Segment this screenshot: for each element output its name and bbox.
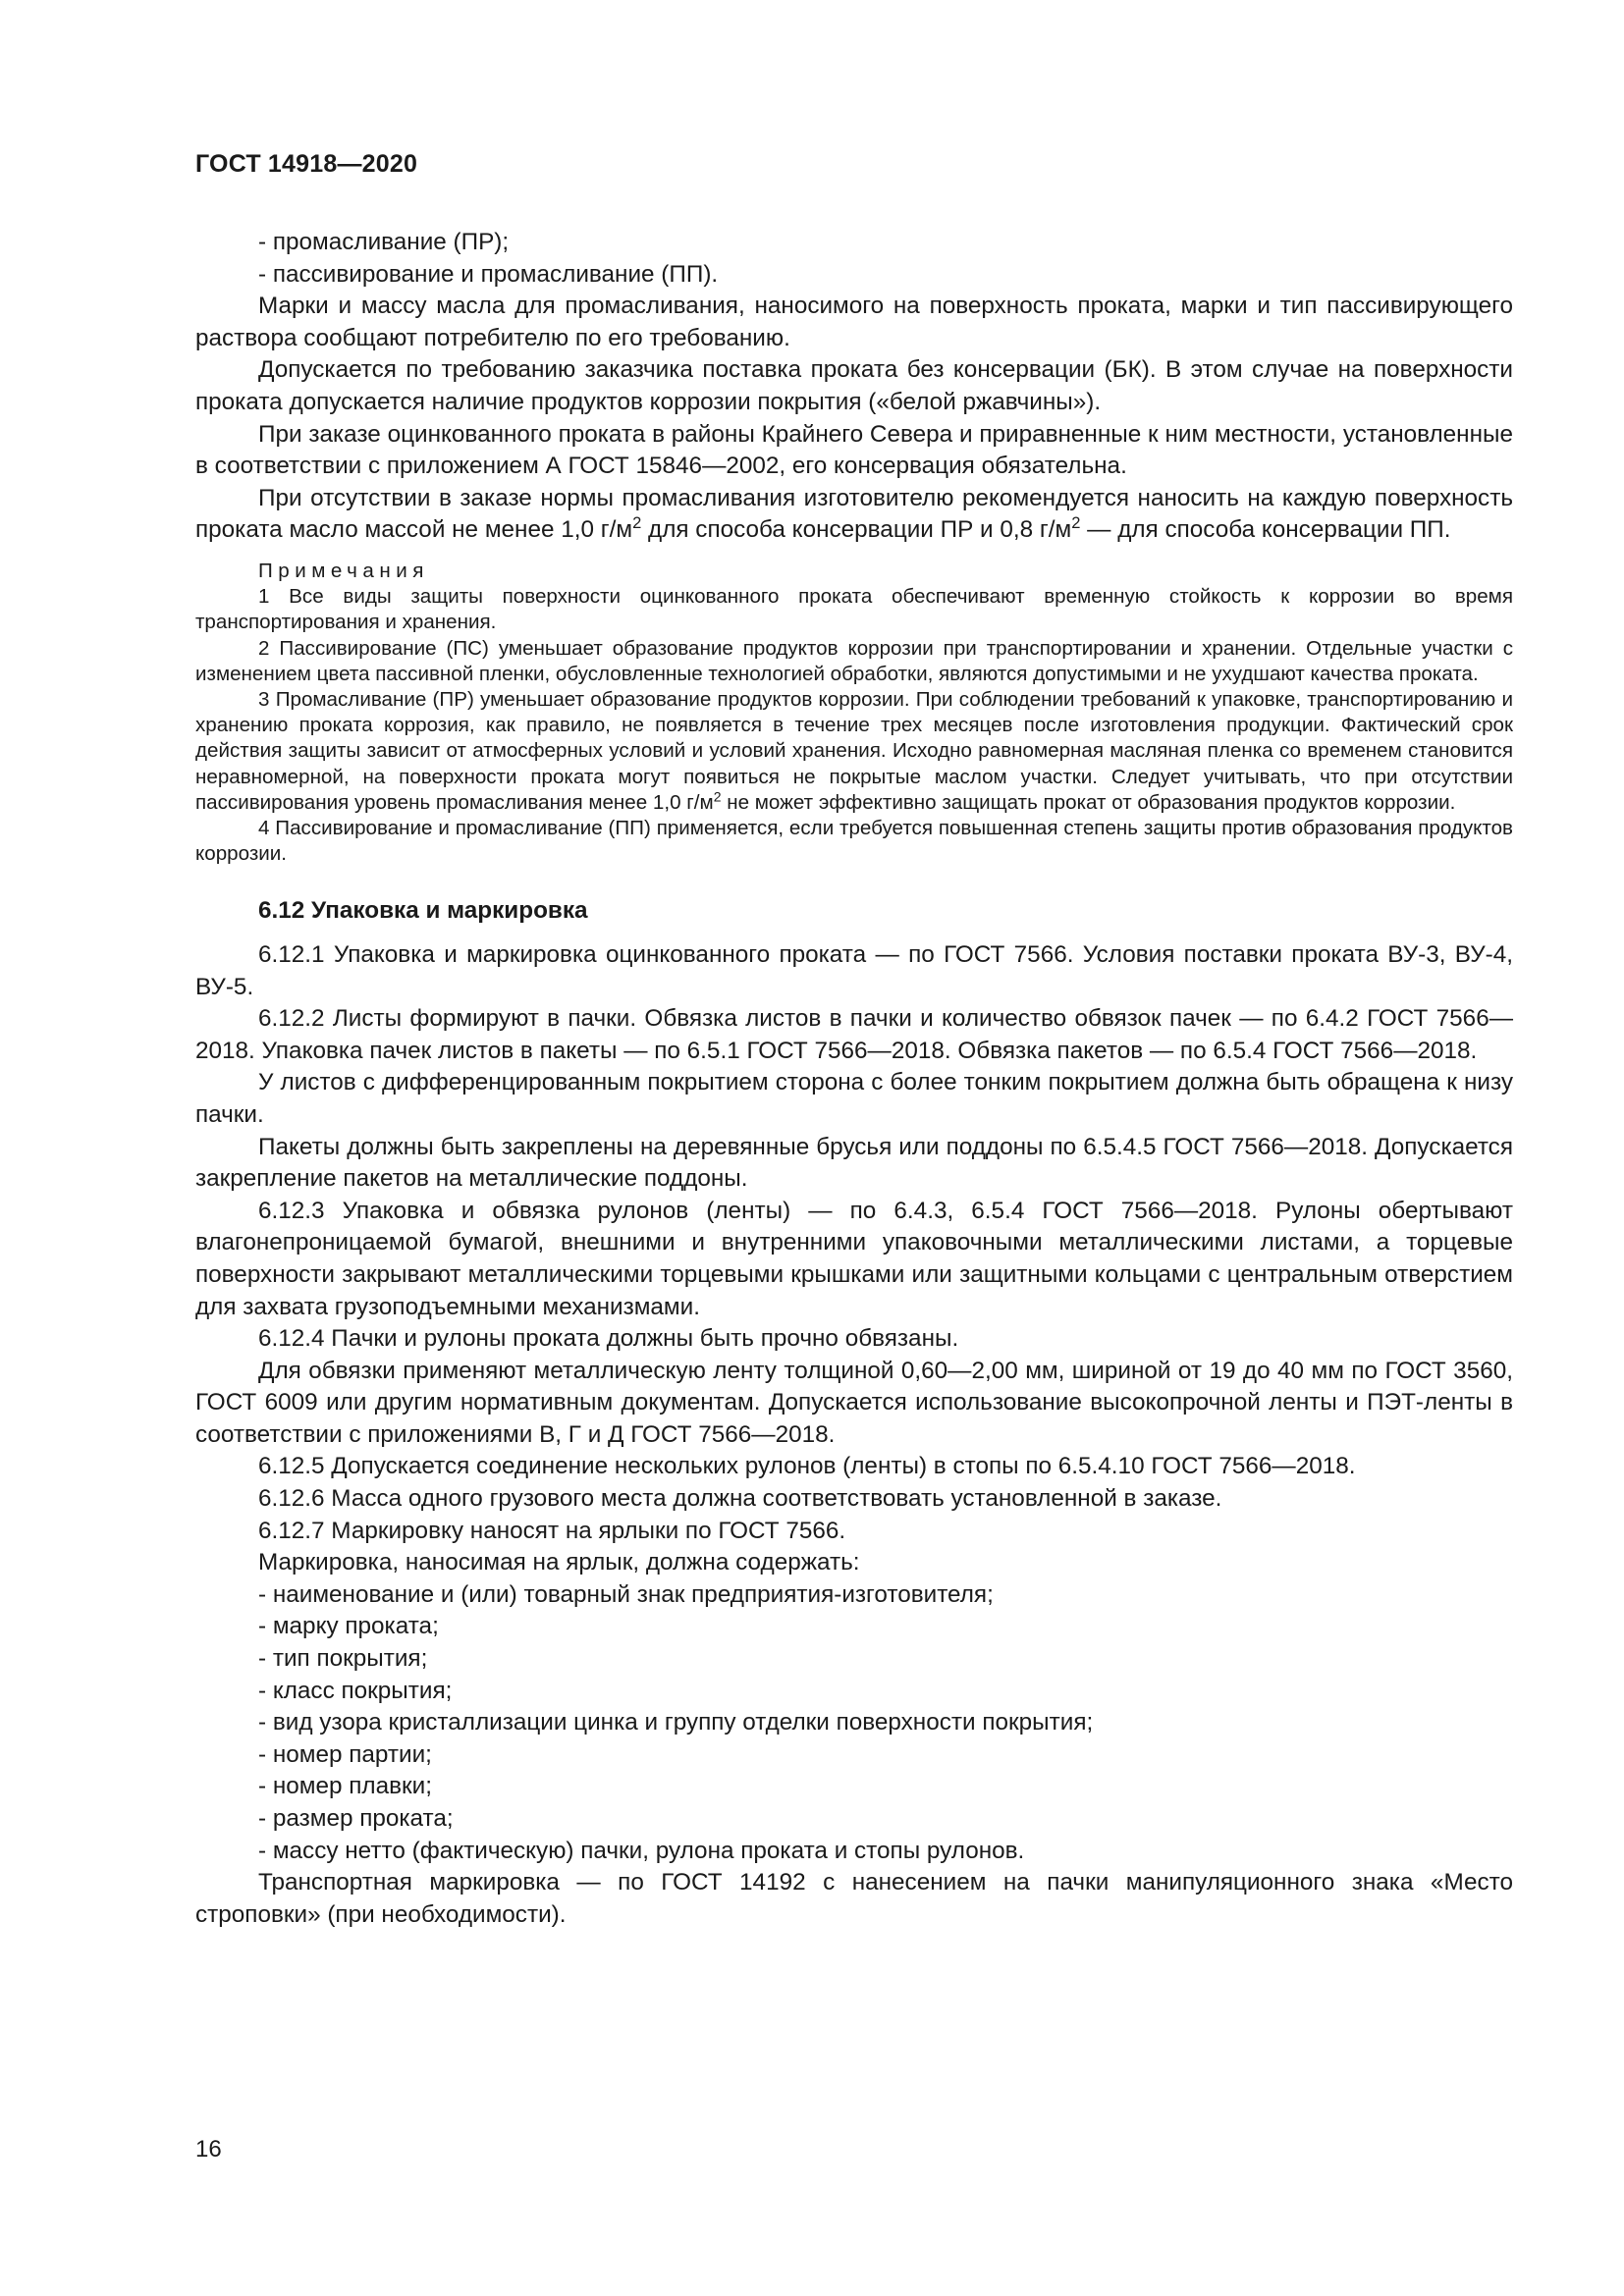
page-number: 16 [195,2136,222,2163]
marking-list-item: - тип покрытия; [258,1645,428,1673]
section-paragraph: 6.12.3 Упаковка и обвязка рулонов (ленты) — по 6.4.3, 6.5.4 ГОСТ 7566—2018. Рулоны обертывают влагонепроницаемой бумагой, внешними и внутренними упаковочными металлическими листами, а торцевые поверхности закрывают металлическими торцевыми крышками или защитными кольцами с центральным отверстием для захвата грузоподъемными механизмами. [195,1197,1513,1320]
section-title: 6.12 Упаковка и маркировка [258,897,588,925]
marking-list-item: - номер плавки; [258,1773,432,1800]
section-paragraph: У листов с дифференцированным покрытием сторона с более тонким покрытием должна быть обращена к низу пачки. [195,1069,1513,1128]
intro-paragraph: Допускается по требованию заказчика поставка проката без консервации (БК). В этом случае на поверхности проката допускается наличие продуктов коррозии покрытия («белой ржавчины»). [195,356,1513,415]
intro-item: - пассивирование и промасливание (ПП). [258,260,719,288]
section-paragraph: 6.12.5 Допускается соединение нескольких рулонов (ленты) в стопы по 6.5.4.10 ГОСТ 7566—2018. [258,1453,1356,1480]
marking-list-item: - класс покрытия; [258,1677,453,1704]
marking-list-item: - размер проката; [258,1805,454,1832]
document-header: ГОСТ 14918—2020 [195,150,418,178]
document-body [195,227,1513,1931]
marking-list-item: - марку проката; [258,1613,439,1640]
section-paragraph: 6.12.7 Маркировку наносят на ярлыки по ГОСТ 7566. [258,1517,846,1544]
section-paragraph: 6.12.1 Упаковка и маркировка оцинкованного проката — по ГОСТ 7566. Условия поставки проката ВУ-3, ВУ-4, ВУ-5. [195,940,1513,1000]
section-paragraph: 6.12.2 Листы формируют в пачки. Обвязка листов в пачки и количество обвязок пачек — по 6.4.2 ГОСТ 7566—2018. Упаковка пачек листов в пакеты — по 6.5.1 ГОСТ 7566—2018. Обвязка пакетов — по 6.5.4 ГОСТ 7566—2018. [195,1005,1513,1064]
intro-paragraph: При заказе оцинкованного проката в районы Крайнего Севера и приравненные к ним местности, установленные в соответствии с приложением А ГОСТ 15846—2002, его консервация обязательна. [195,420,1513,480]
marking-list-item: - массу нетто (фактическую) пачки, рулона проката и стопы рулонов. [258,1837,1025,1864]
section-paragraph: 6.12.4 Пачки и рулоны проката должны быть прочно обвязаны. [258,1325,959,1353]
oil-norm-paragraph: При отсутствии в заказе нормы промасливания изготовителю рекомендуется наносить на каждую поверхность проката масло массой не менее 1,0 $г/м^2$ для способа консервации ПР и 0,8 $г/м^2$ — для способа консервации ПП. [195,484,1513,544]
marking-list-item: - вид узора кристаллизации цинка и группу отделки поверхности покрытия; [258,1709,1094,1736]
section-paragraph: Маркировка, наносимая на ярлык, должна содержать: [258,1549,860,1576]
note-4: 4 Пассивирование и промасливание (ПП) применяется, если требуется повышенная степень защиты против образования продуктов коррозии. [195,816,1513,866]
marking-list-item: - номер партии; [258,1740,432,1768]
notes-title: Примечания [258,559,429,582]
note-2: 2 Пассивирование (ПС) уменьшает образование продуктов коррозии при транспортировании и хранении. Отдельные участки с изменением цвета пассивной пленки, обусловленные технологией обработки, являются допустимыми и не ухудшают качества проката. [195,636,1513,685]
note-3: 3 Промасливание (ПР) уменьшает образование продуктов коррозии. При соблюдении требований к упаковке, транспортированию и хранению проката коррозия, как правило, не появляется в течение трех месяцев после изготовления продукции. Фактический срок действия защиты зависит от атмосферных условий и условий хранения. Исходно равномерная масляная пленка со временем становится неравномерной, на поверхности проката могут появиться не покрытые маслом участки. Следует учитывать, что при отсутствии пассивирования уровень промасливания менее 1,0 $г/м^2$ не может эффективно защищать прокат от образования продуктов коррозии. [195,687,1513,814]
notes-block [195,559,1513,867]
section-paragraph: 6.12.6 Масса одного грузового места должна соответствовать установленной в заказе. [258,1485,1222,1513]
intro-paragraph: Марки и массу масла для промасливания, наносимого на поверхность проката, марки и тип пассивирующего раствора сообщают потребителю по его требованию. [195,293,1513,351]
intro-item: - промасливание (ПР); [258,229,510,255]
note-1: 1 Все виды защиты поверхности оцинкованного проката обеспечивают временную стойкость к коррозии во время транспортирования и хранения. [195,585,1513,634]
section-paragraph: Пакеты должны быть закреплены на деревянные брусья или поддоны по 6.5.4.5 ГОСТ 7566—2018. Допускается закрепление пакетов на металлические поддоны. [195,1133,1513,1193]
section-paragraph: Для обвязки применяют металлическую ленту толщиной 0,60—2,00 мм, шириной от 19 до 40 мм по ГОСТ 3560, ГОСТ 6009 или другим нормативным документам. Допускается использование высокопрочной ленты и ПЭТ-ленты в соответствии с приложениями В, Г и Д ГОСТ 7566—2018. [195,1357,1513,1448]
marking-list-item: - наименование и (или) товарный знак предприятия-изготовителя; [258,1580,994,1608]
transport-marking-paragraph: Транспортная маркировка — по ГОСТ 14192 с нанесением на пачки манипуляционного знака «Место строповки» (при необходимости). [195,1869,1513,1928]
